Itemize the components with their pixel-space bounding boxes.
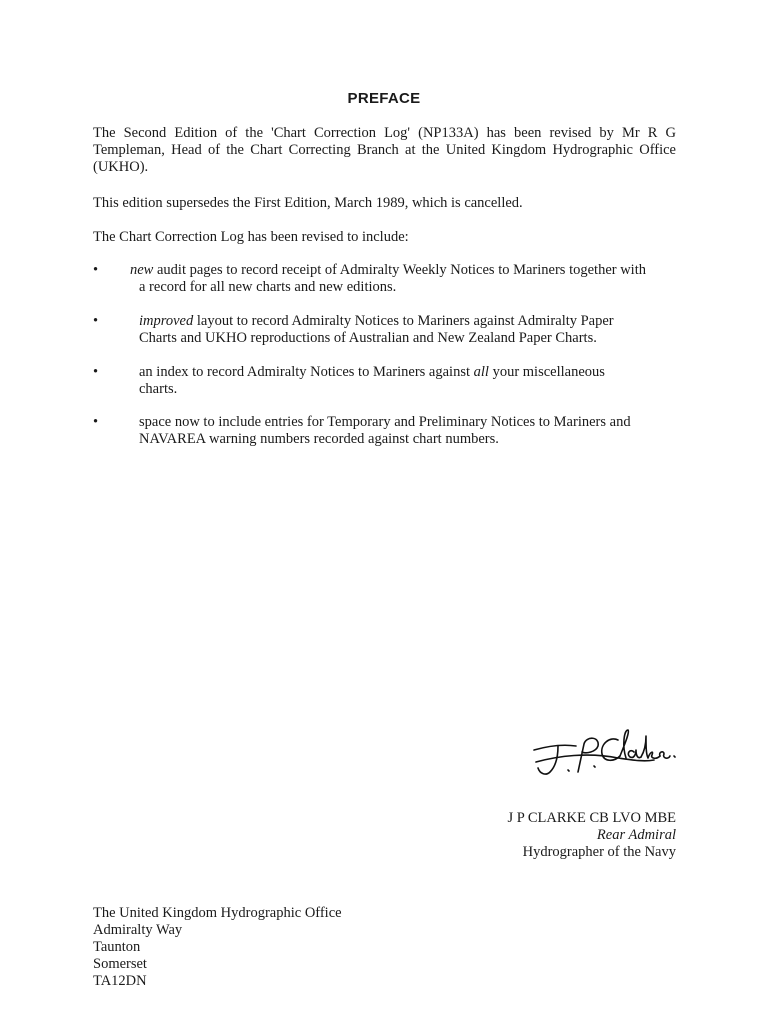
emphasis-text: new (130, 262, 154, 278)
address-line: TA12DN (93, 973, 147, 989)
signatory-name: J P CLARKE CB LVO MBE (507, 810, 676, 826)
bullet-line: your miscellaneous (488, 364, 605, 380)
bullet-marker: • (93, 313, 99, 329)
intro-paragraph: The Second Edition of the 'Chart Correction Log' (NP133A) has been revised by Mr R G Templeman, Head of the Chart Correcting Branch at the United Kingdom Hydrographic Office (UKHO). (93, 125, 676, 175)
bullet-line: Charts and UKHO reproductions of Australian and New Zealand Paper Charts. (139, 330, 597, 346)
bullet-line: an index to record Admiralty Notices to Mariners against (139, 364, 474, 380)
bullet-text (139, 364, 679, 398)
bullet-marker: • (93, 414, 99, 430)
address-line: Admiralty Way (93, 922, 183, 938)
handwritten-signature (528, 722, 678, 782)
bullet-line: NAVAREA warning numbers recorded against chart numbers. (139, 431, 499, 447)
address-block (93, 905, 342, 990)
bullet-marker: • (93, 364, 99, 380)
edition-paragraph: This edition supersedes the First Edition, March 1989, which is cancelled. (93, 195, 523, 211)
emphasis-text: all (473, 364, 489, 380)
bullet-marker: • (93, 262, 99, 278)
address-line: Taunton (93, 939, 141, 955)
rank-text: Rear Admiral (596, 827, 676, 843)
emphasis-text: improved (139, 313, 194, 329)
bullet-line: layout to record Admiralty Notices to Mariners against Admiralty Paper (193, 313, 614, 329)
bullet-text (139, 313, 679, 347)
bullet-line: audit pages to record receipt of Admiralty Weekly Notices to Mariners together with (153, 262, 646, 278)
bullet-line: a record for all new charts and new editions. (139, 279, 397, 295)
bullet-text (130, 262, 690, 296)
bullet-line: charts. (139, 381, 178, 397)
address-line: Somerset (93, 956, 147, 972)
bullet-text (139, 414, 679, 448)
signatory-position: Hydrographer of the Navy (522, 844, 676, 860)
address-line: The United Kingdom Hydrographic Office (93, 905, 342, 921)
bullet-line: space now to include entries for Temporary and Preliminary Notices to Mariners and (139, 414, 631, 430)
signature-block (507, 810, 676, 861)
page-title: PREFACE (347, 90, 421, 107)
revision-intro-paragraph: The Chart Correction Log has been revised to include: (93, 229, 409, 245)
signatory-rank (507, 827, 676, 844)
